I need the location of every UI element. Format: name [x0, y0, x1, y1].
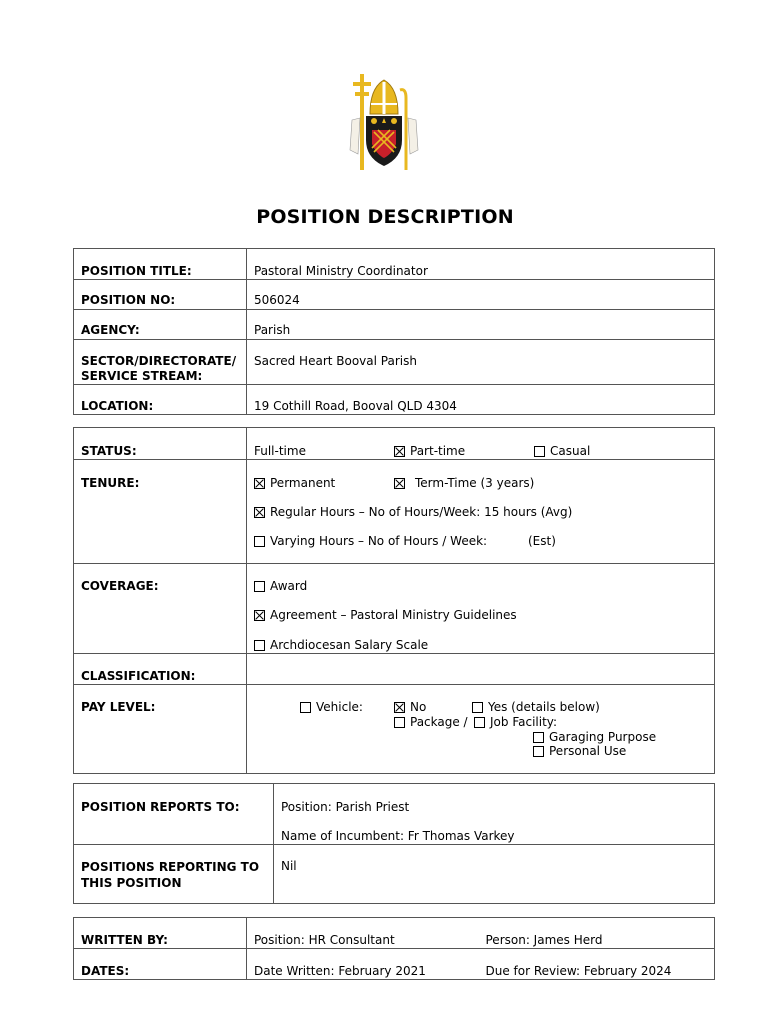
reporting-to-this-line-2: THIS POSITION — [81, 876, 182, 890]
vehicle-yes-text: Yes (details below) — [488, 700, 600, 714]
position-details-table — [73, 248, 715, 415]
checkbox-unchecked-icon — [254, 536, 265, 547]
written-position: Position: HR Consultant — [247, 918, 479, 949]
authorship-table — [73, 917, 715, 980]
coverage-salary-text: Archdiocesan Salary Scale — [270, 638, 429, 652]
tenure-permanent-text: Permanent — [270, 476, 336, 490]
coverage-label: COVERAGE: — [74, 564, 247, 654]
status-fulltime-text: Full-time — [254, 444, 306, 458]
reporting-to-this-line-1: POSITIONS REPORTING TO — [81, 860, 260, 874]
employment-terms-table — [73, 427, 715, 774]
archdiocese-crest-logo — [346, 74, 422, 174]
page-title: POSITION DESCRIPTION — [256, 206, 514, 228]
tenure-regular-option — [254, 505, 572, 520]
checkbox-checked-icon — [254, 610, 265, 621]
reports-to-position: Position: Parish Priest — [281, 800, 410, 814]
coverage-agreement-text: Agreement – Pastoral Ministry Guidelines — [270, 608, 517, 622]
checkbox-unchecked-icon — [472, 702, 483, 713]
tenure-varying-option — [254, 534, 487, 549]
written-person: Person: James Herd — [479, 918, 715, 949]
vehicle-option — [300, 700, 363, 715]
tenure-varying-text: Varying Hours – No of Hours / Week: — [270, 534, 488, 548]
tenure-permanent-option — [254, 476, 335, 491]
status-parttime-text: Part-time — [410, 444, 466, 458]
checkbox-unchecked-icon — [254, 640, 265, 651]
vehicle-yes-option — [472, 700, 600, 715]
checkbox-checked-icon — [254, 478, 265, 489]
checkbox-unchecked-icon — [474, 717, 485, 728]
tenure-regular-text: Regular Hours – No of Hours/Week: 15 hours (Avg) — [270, 505, 573, 519]
personal-use-option — [533, 744, 626, 759]
location-label: LOCATION: — [74, 385, 247, 415]
pay-level-label: PAY LEVEL: — [74, 685, 247, 774]
garaging-text: Garaging Purpose — [549, 730, 657, 744]
status-casual-option — [534, 444, 590, 459]
job-facility-text: Job Facility: — [490, 715, 558, 729]
status-label: STATUS: — [74, 428, 247, 460]
reporting-lines-table — [73, 783, 715, 904]
position-title-label: POSITION TITLE: — [74, 249, 247, 280]
tenure-termtime-option — [394, 476, 534, 491]
vehicle-text: Vehicle: — [316, 700, 363, 714]
classification-label: CLASSIFICATION: — [74, 654, 247, 685]
checkbox-unchecked-icon — [534, 446, 545, 457]
sector-label-line-2: SERVICE STREAM: — [81, 369, 203, 383]
checkbox-unchecked-icon — [394, 717, 405, 728]
checkbox-checked-icon — [394, 446, 405, 457]
agency-label: AGENCY: — [74, 310, 247, 340]
package-option — [394, 715, 468, 730]
vehicle-no-option — [394, 700, 426, 715]
checkbox-unchecked-icon — [300, 702, 311, 713]
position-no-value: 506024 — [247, 280, 715, 310]
classification-value — [247, 654, 715, 685]
written-by-label: WRITTEN BY: — [74, 918, 247, 949]
position-no-label: POSITION NO: — [74, 280, 247, 310]
package-text: Package / — [410, 715, 468, 729]
tenure-label: TENURE: — [74, 460, 247, 564]
checkbox-unchecked-icon — [533, 732, 544, 743]
checkbox-unchecked-icon — [254, 581, 265, 592]
agency-value: Parish — [247, 310, 715, 340]
reporting-to-this-value: Nil — [274, 845, 715, 904]
personal-use-text: Personal Use — [549, 744, 627, 758]
position-title-value: Pastoral Ministry Coordinator — [247, 249, 715, 280]
location-value: 19 Cothill Road, Booval QLD 4304 — [247, 385, 715, 415]
status-casual-text: Casual — [550, 444, 591, 458]
tenure-est-text: (Est) — [528, 534, 556, 548]
coverage-salary-option — [254, 638, 428, 653]
reporting-to-this-label — [74, 845, 274, 904]
due-for-review: Due for Review: February 2024 — [479, 949, 715, 980]
job-facility-option — [474, 715, 557, 730]
coverage-award-option — [254, 579, 307, 594]
tenure-termtime-text: Term-Time (3 years) — [415, 476, 535, 490]
checkbox-checked-icon — [394, 702, 405, 713]
dates-label: DATES: — [74, 949, 247, 980]
sector-label-line-1: SECTOR/DIRECTORATE/ — [81, 354, 237, 368]
status-parttime-option — [394, 444, 465, 459]
vehicle-no-text: No — [410, 700, 427, 714]
sector-value: Sacred Heart Booval Parish — [247, 340, 715, 385]
coverage-agreement-option — [254, 608, 517, 623]
garaging-option — [533, 730, 656, 745]
date-written: Date Written: February 2021 — [247, 949, 479, 980]
checkbox-unchecked-icon — [533, 746, 544, 757]
incumbent-name: Name of Incumbent: Fr Thomas Varkey — [281, 829, 515, 843]
coverage-award-text: Award — [270, 579, 308, 593]
sector-label — [74, 340, 247, 385]
reports-to-label: POSITION REPORTS TO: — [74, 784, 274, 845]
checkbox-checked-icon — [254, 507, 265, 518]
checkbox-checked-icon — [394, 478, 405, 489]
